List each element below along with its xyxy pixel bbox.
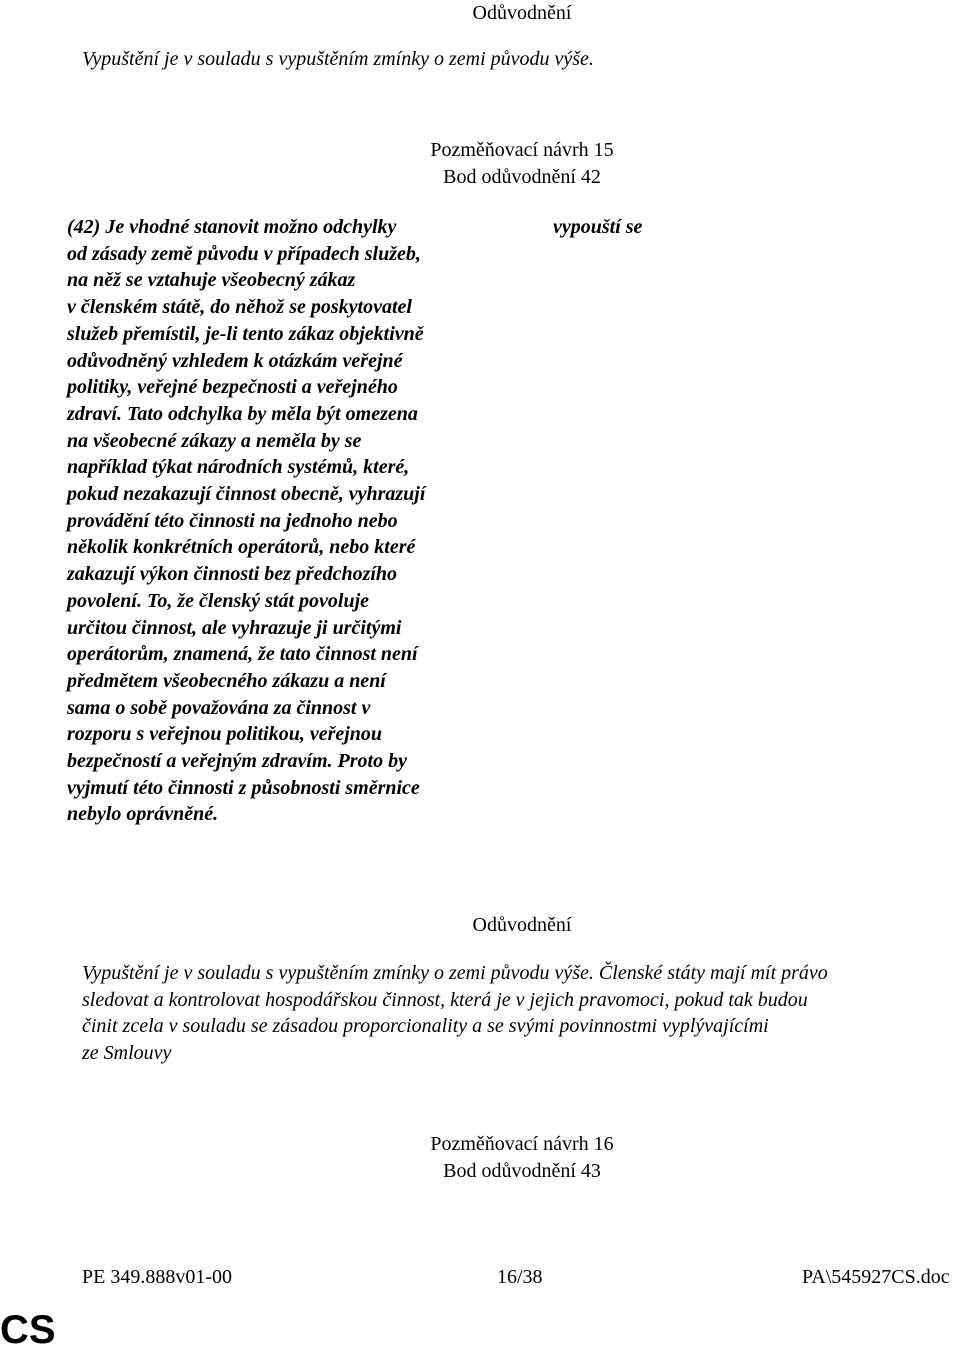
- original-text-line: několik konkrétních operátorů, nebo které: [67, 536, 416, 559]
- original-text-line: určitou činnost, ale vyhrazuje ji určitými: [67, 616, 402, 639]
- original-text-line: například týkat národních systémů, které,: [67, 456, 410, 479]
- original-text-line: odůvodněný vzhledem k otázkám veřejné: [67, 349, 403, 372]
- footer-page-number: 16/38: [497, 1266, 543, 1288]
- justification-line: sledovat a kontrolovat hospodářskou činnost, která je v jejich pravomoci, pokud tak budou: [82, 988, 808, 1011]
- original-text-line: sama o sobě považována za činnost v: [67, 696, 371, 719]
- amendment-15-header: [0, 137, 960, 191]
- justification-text-top: Vypuštění je v souladu s vypuštěním zmínky o zemi původu výše.: [82, 48, 594, 70]
- amendment-15-title: Pozměňovací návrh 15: [430, 139, 614, 161]
- original-text-line: na něž se vztahuje všeobecný zákaz: [67, 269, 356, 292]
- footer-file-name: PA\545927CS.doc: [802, 1266, 950, 1288]
- justification-text: [82, 960, 960, 1066]
- original-text-line: služeb přemístil, je-li tento zákaz objektivně: [67, 322, 424, 345]
- original-text-line: rozporu s veřejnou politikou, veřejnou: [67, 723, 383, 746]
- original-text-line: provádění této činnosti na jednoho nebo: [67, 509, 398, 532]
- original-text-line: předmětem všeobecného zákazu a není: [67, 669, 386, 692]
- original-text-line: operátorům, znamená, že tato činnost není: [67, 643, 418, 666]
- language-code: CS: [0, 1308, 56, 1352]
- original-text-line: nebylo oprávněné.: [67, 803, 219, 826]
- original-text-line: politiky, veřejné bezpečnosti a veřejného: [67, 376, 398, 399]
- original-text-line: zakazují výkon činnosti bez předchozího: [67, 563, 398, 586]
- amendment-16-header: [0, 1131, 960, 1185]
- original-text-column: [67, 214, 487, 828]
- original-text-line: vyjmutí této činnosti z působnosti směrnice: [67, 776, 420, 799]
- original-text-line: v členském státě, do něhož se poskytovatel: [67, 296, 412, 319]
- amended-text-column: vypouští se: [553, 216, 643, 238]
- justification-line: ze Smlouvy: [82, 1041, 172, 1064]
- original-text-line: pokud nezakazují činnost obecně, vyhrazují: [67, 483, 426, 506]
- amendment-15-subtitle: Bod odůvodnění 42: [443, 166, 601, 188]
- justification-line: činit zcela v souladu se zásadou proporcionality a se svými povinnostmi vyplývajícími: [82, 1015, 769, 1037]
- original-text-line: zdraví. Tato odchylka by měla být omezena: [67, 402, 418, 425]
- justification-heading: Odůvodnění: [472, 914, 572, 936]
- original-text-line: (42) Je vhodné stanovit možno odchylky: [67, 216, 397, 238]
- justification-line: Vypuštění je v souladu s vypuštěním zmínky o zemi původu výše. Členské státy mají mít právo: [82, 962, 828, 984]
- original-text-line: na všeobecné zákazy a neměla by se: [67, 429, 362, 452]
- original-text-line: od zásady země původu v případech služeb,: [67, 242, 421, 265]
- justification-heading-top: Odůvodnění: [472, 2, 572, 24]
- amendment-16-subtitle: Bod odůvodnění 43: [443, 1160, 601, 1182]
- footer-reference: PE 349.888v01-00: [82, 1266, 232, 1288]
- amendment-16-title: Pozměňovací návrh 16: [430, 1133, 614, 1155]
- original-text-line: povolení. To, že členský stát povoluje: [67, 589, 370, 612]
- original-text-line: bezpečností a veřejným zdravím. Proto by: [67, 750, 407, 773]
